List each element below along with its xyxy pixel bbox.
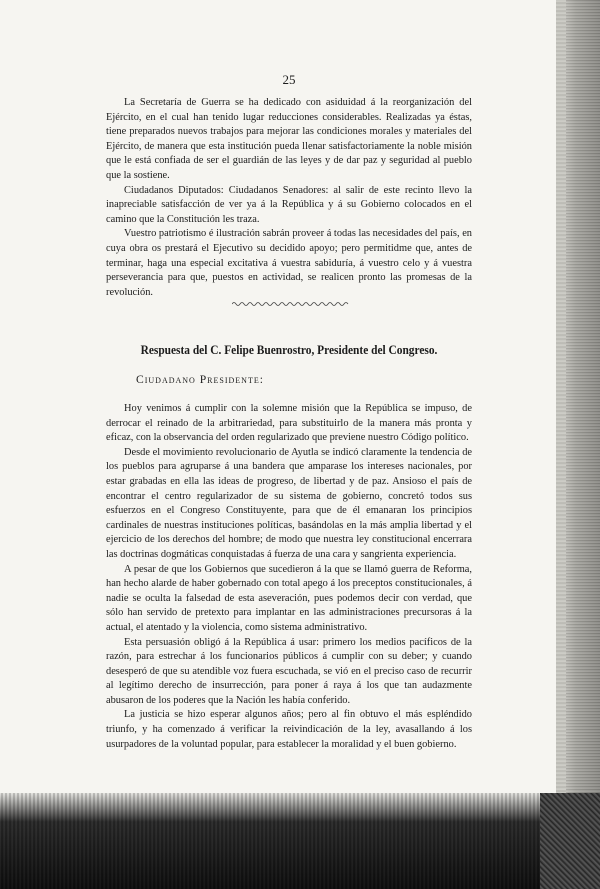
paragraph: Desde el movimiento revolucionario de Ayutla se indicó claramente la tendencia de los pueblos para agruparse á una bandera que amparase los intereses nacionales, por estar grabadas en ella las ideas de progreso, de libertad y de paz. Ansioso el país de encontrar el centro regularizador de su sistema de gobierno, concretó todos sus esfuerzos en el Congreso Constituyente, para que de él emanaran los principios cardinales de nuestras instituciones políticas, basándolas en la más amplia libertad y el ejercicio de los derechos del hombre; de modo que nuestra ley constitucional encerrara las doctrinas dogmáticas conquistadas á fuerza de una cara y sangrienta experiencia. bbox=[106, 446, 472, 560]
page-number: 25 bbox=[282, 72, 296, 87]
paragraph: La justicia se hizo esperar algunos años; pero al fin obtuvo el más espléndido triunfo, y ha comenzado á verificar la reivindicación de la ley, avasallando á los usurpadores de la voluntad popular, para establecer la moralidad y el buen gobierno. bbox=[106, 709, 472, 750]
wavy-divider-ornament bbox=[232, 301, 350, 307]
salutation: Ciudadano Presidente: bbox=[136, 373, 264, 386]
section-heading: Respuesta del C. Felipe Buenrostro, Presidente del Congreso. bbox=[140, 343, 438, 357]
scanned-page-edge bbox=[556, 0, 600, 889]
scan-shadow-bottom bbox=[0, 793, 600, 889]
paragraph: A pesar de que los Gobiernos que sucedieron á la que se llamó guerra de Reforma, han hecho alarde de haber gobernado con total apego á los preceptos constitucionales, á nadie se oculta la falsedad de esta aseveración, pues podemos decir con verdad, que sólo han servido de pretexto para implantar en las administraciones precursoras á la actual, el atentado y la violencia, como sistema administrativo. bbox=[106, 563, 472, 633]
paragraph: La Secretaría de Guerra se ha dedicado con asiduidad á la reorganización del Ejército, en el cual han tenido lugar reducciones considerables. Realizadas ya éstas, tiene preparados nuevos trabajos para mejorar las condiciones morales y materiales del Ejército, de manera que esta institución pueda llenar satisfactoriamente la noble misión que le está confiada de ser el guardián de las leyes y de dar paz y seguridad al pueblo que la sostiene. bbox=[106, 97, 472, 181]
response-text-block bbox=[106, 402, 472, 752]
paragraph: Ciudadanos Diputados: Ciudadanos Senadores: al salir de este recinto llevo la inapreciable satisfacción de ver ya á la República y á su Gobierno colocados en el camino que la Constitución les traza. bbox=[106, 184, 472, 225]
paragraph: Esta persuasión obligó á la República á usar: primero los medios pacíficos de la razón, para estrechar á los funcionarios públicos á cumplir con su deber; y cuando desesperó de que su atendible voz fuera escuchada, se vió en el preciso caso de recurrir al legítimo derecho de insurrección, para poner á raya á los que tan audazmente abusaron de los poderes que la Nación les había conferido. bbox=[106, 636, 472, 706]
paragraph: Vuestro patriotismo é ilustración sabrán proveer á todas las necesidades del país, en cuya obra os prestará el Ejecutivo su decidido apoyo; pero permitidme que, antes de terminar, haga una especial excitativa á vuestra sabiduría, á vuestro celo y á vuestra perseverancia para que, puestos en actividad, se realicen pronto las promesas de la revolución. bbox=[106, 228, 472, 298]
paragraph: Hoy venimos á cumplir con la solemne misión que la República se impuso, de derrocar el reinado de la arbitrariedad, para substituirlo de la manera más pronta y eficaz, con la observancia del orden regularizado que previene nuestro Código político. bbox=[106, 403, 472, 444]
intro-text-block bbox=[106, 96, 472, 300]
